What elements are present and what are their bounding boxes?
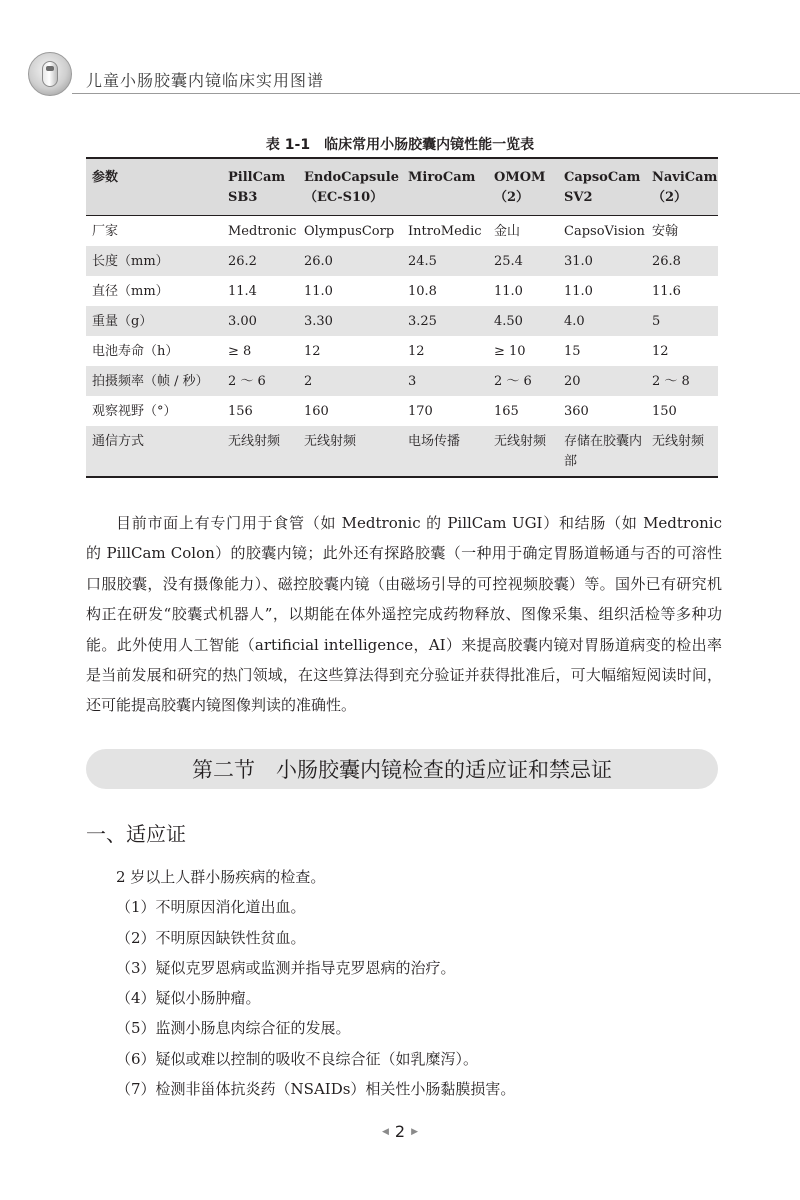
table-cell: IntroMedic xyxy=(408,224,482,239)
table-header-cell: MiroCam xyxy=(402,158,488,216)
table-caption: 表 1-1 临床常用小肠胶囊内镜性能一览表 xyxy=(265,137,535,153)
list-item: （6）疑似或难以控制的吸收不良综合征（如乳糜泻）。 xyxy=(116,1049,479,1068)
table-row xyxy=(86,306,718,336)
table-cell: ≥ 10 xyxy=(494,344,526,359)
table-cell: 15 xyxy=(564,344,581,359)
table-row xyxy=(86,426,718,477)
table-cell: 11.0 xyxy=(564,284,593,299)
page-next-icon: ▶ xyxy=(411,1127,419,1137)
table-cell: OlympusCorp xyxy=(304,224,395,239)
table-header-cell: NaviCam （2） xyxy=(646,158,718,216)
table-cell: 160 xyxy=(304,404,329,419)
table-cell: 重量（g） xyxy=(86,306,222,336)
table-cell: 3.30 xyxy=(298,306,402,336)
table-header-cell: OMOM （2） xyxy=(488,158,558,216)
list-item: （2）不明原因缺铁性贫血。 xyxy=(116,928,306,947)
table-cell: 26.0 xyxy=(298,246,402,276)
table-header-cell: EndoCapsule （EC-S10） xyxy=(298,158,402,216)
table-row xyxy=(86,276,718,306)
table-cell: 10.8 xyxy=(408,284,437,299)
table-cell: 直径（mm） xyxy=(92,284,169,299)
table-cell: 26.8 xyxy=(646,246,718,276)
list-item: （5）监测小肠息肉综合征的发展。 xyxy=(116,1019,351,1038)
table-row xyxy=(86,216,718,247)
table-cell: 无线射频 xyxy=(488,426,558,477)
table-cell: 165 xyxy=(494,404,519,419)
table-cell: 2 ～ 8 xyxy=(646,366,718,396)
table-cell: 无线射频 xyxy=(222,426,298,477)
table-cell: 150 xyxy=(652,404,677,419)
table-cell: 26.2 xyxy=(222,246,298,276)
table-row xyxy=(86,246,718,276)
section-title: 第二节 小肠胶囊内镜检查的适应证和禁忌证 xyxy=(192,758,612,782)
table-cell: 156 xyxy=(228,404,253,419)
table-cell: 电场传播 xyxy=(402,426,488,477)
list-item: （1）不明原因消化道出血。 xyxy=(116,898,306,917)
table-cell: 3 xyxy=(402,366,488,396)
table-header-cell: CapsoCam SV2 xyxy=(558,158,646,216)
table-row xyxy=(86,366,718,396)
table-cell: 11.0 xyxy=(494,284,523,299)
table-cell: 12 xyxy=(408,344,425,359)
table-cell: 20 xyxy=(558,366,646,396)
table-cell: 电池寿命（h） xyxy=(92,344,179,359)
table-cell: 360 xyxy=(564,404,589,419)
page-footer xyxy=(0,1122,800,1141)
table-cell: 12 xyxy=(304,344,321,359)
table-cell: 2 ～ 6 xyxy=(488,366,558,396)
table-cell: 无线射频 xyxy=(298,426,402,477)
page-prev-icon: ◀ xyxy=(381,1127,389,1137)
table-cell: 11.6 xyxy=(652,284,681,299)
list-item: （4）疑似小肠肿瘤。 xyxy=(116,989,261,1008)
table-cell: 25.4 xyxy=(488,246,558,276)
table-cell: 4.50 xyxy=(488,306,558,336)
table-cell: 2 ～ 6 xyxy=(222,366,298,396)
table-cell: ≥ 8 xyxy=(228,344,252,359)
table-header-cell: PillCam SB3 xyxy=(222,158,298,216)
table-cell: 3.25 xyxy=(402,306,488,336)
table-cell: 2 xyxy=(298,366,402,396)
table-cell: 11.0 xyxy=(304,284,333,299)
table-row xyxy=(86,336,718,366)
table-cell: 长度（mm） xyxy=(86,246,222,276)
body-paragraph: 目前市面上有专门用于食管（如 Medtronic 的 PillCam UGI）和结肠（如 Medtronic 的 PillCam Colon）的胶囊内镜；此外还有探路胶囊（一种用于确定胃肠道畅通与否的可溶性口服胶囊，没有摄像能力）、磁控胶囊内镜（由磁场引导的可控视频胶囊）等。国外已有研究机构正在研发“胶囊式机器人”，以期能在体外遥控完成药物释放、图像采集、组织活检等多种功能。此外使用人工智能（artificial intelligence，AI）来提高胶囊内镜对胃肠道病变的检出率是当前发展和研究的热门领域，在这些算法得到充分验证并获得批准后，可大幅缩短阅读时间，还可能提高胶囊内镜图像判读的准确性。 xyxy=(86,514,722,715)
table-row xyxy=(86,396,718,426)
table-cell: 安翰 xyxy=(652,224,679,239)
table-cell: Medtronic xyxy=(228,224,297,239)
page-number: 2 xyxy=(394,1122,406,1141)
capsule-spec-table xyxy=(86,157,718,478)
table-cell: 3.00 xyxy=(222,306,298,336)
table-cell: CapsoVision xyxy=(564,224,645,239)
table-cell: 存储在胶囊内部 xyxy=(558,426,646,477)
subsection-heading: 一、适应证 xyxy=(86,822,186,846)
section-heading-bar xyxy=(86,749,718,789)
table-cell: 12 xyxy=(652,344,669,359)
table-cell: 厂家 xyxy=(92,224,119,239)
table-cell: 拍摄频率（帧 / 秒） xyxy=(86,366,222,396)
table-cell: 5 xyxy=(646,306,718,336)
table-cell: 170 xyxy=(408,404,433,419)
header-rule xyxy=(72,93,800,94)
table-header-row xyxy=(86,158,718,216)
table-cell: 金山 xyxy=(494,224,521,239)
list-item: （3）疑似克罗恩病或监测并指导克罗恩病的治疗。 xyxy=(116,958,456,977)
table-cell: 11.4 xyxy=(228,284,257,299)
table-cell: 24.5 xyxy=(402,246,488,276)
running-header-title: 儿童小肠胶囊内镜临床实用图谱 xyxy=(86,71,325,90)
table-header-cell: 参数 xyxy=(86,158,222,216)
table-cell: 无线射频 xyxy=(646,426,718,477)
indication-list xyxy=(116,862,515,1104)
table-cell: 31.0 xyxy=(558,246,646,276)
list-item: （7）检测非甾体抗炎药（NSAIDs）相关性小肠黏膜损害。 xyxy=(116,1080,516,1099)
table-cell: 4.0 xyxy=(558,306,646,336)
table-cell: 观察视野（°） xyxy=(92,404,177,419)
capsule-logo-icon xyxy=(28,52,72,96)
table-cell: 通信方式 xyxy=(86,426,222,477)
list-intro: 2 岁以上人群小肠疾病的检查。 xyxy=(116,868,326,886)
